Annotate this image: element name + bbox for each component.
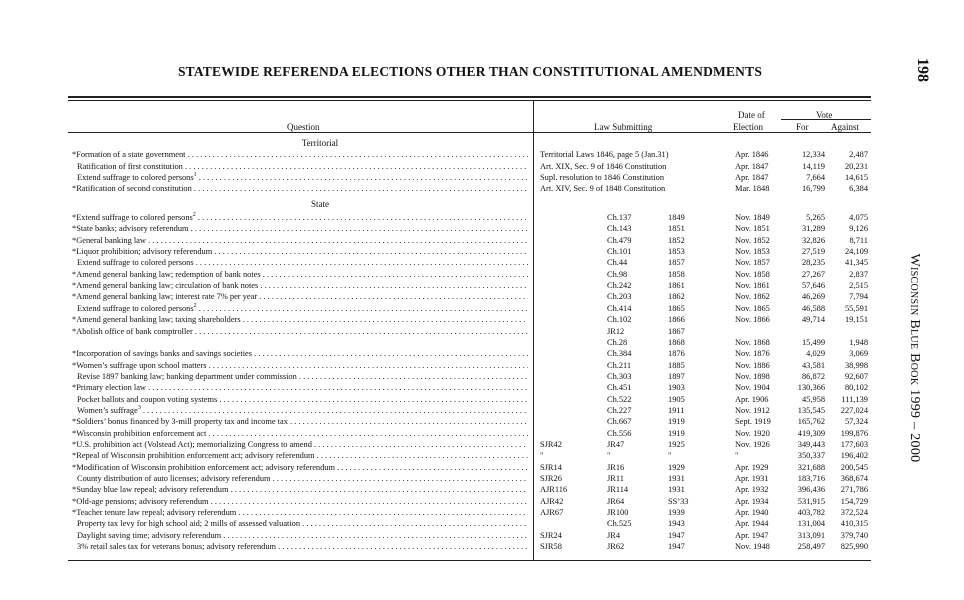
question-text: *Primary election law xyxy=(72,383,146,393)
year-cell: 1905 xyxy=(668,394,685,404)
question-text: *Wisconsin prohibition enforcement act xyxy=(72,428,207,438)
page-title: STATEWIDE REFERENDA ELECTIONS OTHER THAN CONSTITUTIONAL AMENDMENTS xyxy=(177,64,763,79)
question-cell xyxy=(77,541,528,552)
table-row xyxy=(0,360,964,371)
vote-for-cell: 46,269 xyxy=(801,292,825,302)
section-territorial xyxy=(0,138,964,149)
question-text: Extend suffrage to colored persons xyxy=(77,258,194,268)
question-text: *Sunday blue law repeal; advisory referendum xyxy=(72,485,229,495)
question-text: *Teacher tenure law repeal; advisory referendum xyxy=(72,508,237,517)
table-row xyxy=(0,303,964,314)
vote-for-cell: 15,499 xyxy=(801,337,825,347)
vote-against-cell: 41,345 xyxy=(844,258,868,268)
question-text: *Liquor prohibition; advisory referendum xyxy=(72,247,213,257)
question-cell xyxy=(72,462,528,473)
table-row xyxy=(0,161,964,172)
vote-against-cell: 7,794 xyxy=(849,292,868,302)
section-label: Territorial xyxy=(301,138,339,148)
vote-against-cell: 9,126 xyxy=(849,224,868,234)
table-row xyxy=(0,394,964,405)
question-cell xyxy=(77,172,528,183)
law-cell: Art. XIX, Sec. 9 of 1846 Constitution xyxy=(540,161,667,171)
footnote-marker: 2 xyxy=(193,303,197,310)
question-text: *Amend general banking law; redemption of bank notes xyxy=(72,269,261,279)
chapter-cell: Ch.479 xyxy=(607,235,632,245)
year-cell: 1925 xyxy=(668,439,685,449)
vote-against-cell: 20,231 xyxy=(844,161,868,171)
question-cell xyxy=(77,405,528,416)
chapter-cell: Ch.556 xyxy=(607,428,632,438)
table-row xyxy=(0,235,964,246)
bill-cell: SJR26 xyxy=(540,473,562,483)
chapter-cell: Ch.667 xyxy=(607,417,632,427)
vote-for-cell: 28,235 xyxy=(801,258,825,268)
question-text: *Women’s suffrage upon school matters xyxy=(72,360,207,370)
date-cell: Nov. 1851 xyxy=(735,224,770,234)
referenda-table xyxy=(0,138,964,558)
footnote-marker: 1 xyxy=(193,172,197,179)
question-text: *Extend suffrage to colored persons xyxy=(72,213,193,223)
vote-for-cell: 31,289 xyxy=(801,224,825,234)
table-row xyxy=(0,507,964,518)
vote-for-cell: 135,545 xyxy=(797,405,825,415)
vote-against-cell: 19,151 xyxy=(844,315,868,325)
chapter-cell: JR62 xyxy=(607,542,625,552)
question-cell xyxy=(77,394,528,405)
table-row xyxy=(0,518,964,529)
question-text: Women’s suffrage xyxy=(77,405,138,415)
vote-against-cell: 154,729 xyxy=(840,496,868,506)
year-cell: 1862 xyxy=(668,292,685,302)
table-row xyxy=(0,450,964,461)
year-cell: 1853 xyxy=(668,247,685,257)
year-cell: 1897 xyxy=(668,371,685,381)
chapter-cell: Ch.211 xyxy=(607,360,632,370)
bill-cell: AJR67 xyxy=(540,508,564,517)
year-cell: 1947 xyxy=(668,542,685,552)
date-cell: Nov. 1865 xyxy=(735,303,770,313)
chapter-cell: Ch.451 xyxy=(607,383,632,393)
question-text: *Modification of Wisconsin prohibition enforcement act; advisory referendum xyxy=(72,462,336,472)
footnote-marker: 3 xyxy=(137,405,141,412)
state-rows xyxy=(0,212,964,552)
date-cell: Apr. 1940 xyxy=(735,508,769,517)
table-row xyxy=(0,348,964,359)
table-row xyxy=(0,382,964,393)
year-cell: " xyxy=(668,451,672,461)
table-row xyxy=(0,416,964,427)
year-cell: 1931 xyxy=(668,485,685,495)
table-row xyxy=(0,462,964,473)
vote-for-cell: 27,267 xyxy=(801,269,825,279)
law-cell: Art. XIV, Sec. 9 of 1848 Constitution xyxy=(540,184,666,194)
question-text: *Old-age pensions; advisory referendum xyxy=(72,496,209,506)
year-cell: 1939 xyxy=(668,508,685,517)
vote-for-cell: 130,366 xyxy=(797,383,825,393)
vote-against-cell: 55,591 xyxy=(844,303,868,313)
question-text: *Amend general banking law; circulation of bank notes xyxy=(72,281,259,291)
vote-against-cell: 6,384 xyxy=(849,184,868,194)
vote-against-cell: 80,102 xyxy=(844,383,868,393)
question-cell xyxy=(77,257,528,268)
chapter-cell: Ch.44 xyxy=(607,258,628,268)
date-cell: Nov. 1876 xyxy=(735,349,770,359)
table-row xyxy=(0,405,964,416)
header-rule-top xyxy=(68,96,871,98)
vote-for-cell: 313,091 xyxy=(797,530,825,540)
question-text: *State banks; advisory referendum xyxy=(72,224,189,234)
question-cell xyxy=(72,428,528,439)
vote-for-cell: 531,915 xyxy=(797,496,825,506)
vote-against-cell: 8,711 xyxy=(849,235,868,245)
vote-for-cell: 396,436 xyxy=(797,485,825,495)
vote-for-cell: 32,826 xyxy=(801,235,825,245)
table-row xyxy=(0,428,964,439)
vote-against-cell: 368,674 xyxy=(840,473,868,483)
table-row xyxy=(0,541,964,552)
date-cell: Apr. 1931 xyxy=(735,473,769,483)
question-text: *Amend general banking law; taxing shareholders xyxy=(72,315,241,325)
header-vote: Vote xyxy=(816,110,833,120)
question-text: Ratification of first constitution xyxy=(77,161,183,171)
vote-for-cell: 5,265 xyxy=(806,213,825,223)
question-cell xyxy=(72,416,528,427)
law-cell: Supl. resolution to 1846 Constitution xyxy=(540,173,665,183)
vote-against-cell: 57,324 xyxy=(844,417,868,427)
chapter-cell: JR114 xyxy=(607,485,629,495)
table-row xyxy=(0,496,964,507)
vote-against-cell: 410,315 xyxy=(840,519,868,529)
year-cell: 1919 xyxy=(668,428,685,438)
bill-cell: AJR42 xyxy=(540,496,564,506)
vote-against-cell: 1,948 xyxy=(849,337,868,347)
table-row xyxy=(0,212,964,223)
chapter-cell: JR12 xyxy=(607,326,625,336)
year-cell: 1849 xyxy=(668,213,685,223)
table-row xyxy=(0,172,964,183)
section-label: State xyxy=(311,198,329,209)
table-row xyxy=(0,291,964,302)
question-text: County distribution of auto licenses; advisory referendum xyxy=(77,473,271,483)
date-cell: Nov. 1852 xyxy=(735,235,770,245)
year-cell: 1885 xyxy=(668,360,685,370)
bill-cell: SJR58 xyxy=(540,542,562,552)
vote-against-cell: 2,837 xyxy=(849,269,868,279)
question-text: *Repeal of Wisconsin prohibition enforcement act; advisory referendum xyxy=(72,451,315,461)
law-cell: Territorial Laws 1846, page 5 (Jan.31) xyxy=(540,150,669,160)
question-text: *Abolish office of bank comptroller xyxy=(72,326,193,336)
bill-cell: SJR42 xyxy=(540,439,562,449)
year-cell: 1866 xyxy=(668,315,685,325)
table-row xyxy=(0,149,964,160)
question-cell xyxy=(72,326,528,337)
vote-for-cell: 183,716 xyxy=(797,473,825,483)
bill-cell: " xyxy=(540,451,544,461)
year-cell: 1858 xyxy=(668,269,685,279)
vote-against-cell: 14,615 xyxy=(844,173,868,183)
question-cell xyxy=(77,371,528,382)
vote-against-cell: 196,402 xyxy=(840,451,868,461)
question-cell xyxy=(72,484,528,495)
chapter-cell: Ch.242 xyxy=(607,281,632,291)
vote-against-cell: 24,109 xyxy=(844,247,868,257)
year-cell: 1867 xyxy=(668,326,685,336)
vote-for-cell: 86,872 xyxy=(801,371,825,381)
year-cell: 1851 xyxy=(668,224,685,234)
bill-cell: SJR14 xyxy=(540,462,562,472)
date-cell: Nov. 1886 xyxy=(735,360,770,370)
date-cell: Nov. 1868 xyxy=(735,337,770,347)
year-cell: 1865 xyxy=(668,303,685,313)
question-cell xyxy=(77,161,528,172)
date-cell: Apr. 1847 xyxy=(735,173,769,183)
vote-against-cell: 38,998 xyxy=(844,360,868,370)
chapter-cell: JR16 xyxy=(607,462,625,472)
vote-against-cell: 4,075 xyxy=(849,213,868,223)
date-cell: Nov. 1853 xyxy=(735,247,770,257)
chapter-cell: Ch.28 xyxy=(607,337,628,347)
vote-against-cell: 227,024 xyxy=(840,405,868,415)
header-rule-top-thin xyxy=(68,100,871,101)
bill-cell: SJR24 xyxy=(540,530,562,540)
table-row xyxy=(0,337,964,348)
vote-against-cell: 372,524 xyxy=(840,508,868,517)
date-cell: Apr. 1846 xyxy=(735,150,769,160)
chapter-cell: JR11 xyxy=(607,473,624,483)
header-date-line1: Date of xyxy=(738,110,765,120)
date-cell: Apr. 1932 xyxy=(735,485,769,495)
date-cell: Mar. 1848 xyxy=(735,184,770,194)
question-text: *Ratification of second constitution xyxy=(72,184,192,194)
chapter-cell: Ch.522 xyxy=(607,394,632,404)
question-text: 3% retail sales tax for veterans bonus; advisory referendum xyxy=(77,542,277,552)
header-against: Against xyxy=(831,122,859,132)
question-cell xyxy=(72,223,528,234)
table-row xyxy=(0,223,964,234)
table-row xyxy=(0,484,964,495)
year-cell: 1876 xyxy=(668,349,685,359)
question-cell xyxy=(72,314,528,325)
table-row xyxy=(0,530,964,541)
date-cell: Apr. 1847 xyxy=(735,161,769,171)
date-cell: Apr. 1934 xyxy=(735,496,769,506)
table-row xyxy=(0,269,964,280)
table-row xyxy=(0,314,964,325)
question-cell xyxy=(72,450,528,461)
question-cell xyxy=(72,280,528,291)
chapter-cell: Ch.98 xyxy=(607,269,628,279)
year-cell: 1857 xyxy=(668,258,685,268)
year-cell: 1903 xyxy=(668,383,685,393)
chapter-cell: " xyxy=(607,451,611,461)
chapter-cell: Ch.102 xyxy=(607,315,632,325)
question-cell xyxy=(77,473,528,484)
question-text: Pocket ballots and coupon voting systems xyxy=(77,394,218,404)
year-cell: 1861 xyxy=(668,281,685,291)
year-cell: 1919 xyxy=(668,417,685,427)
question-cell xyxy=(72,212,528,223)
question-text: *Incorporation of savings banks and savings societies xyxy=(72,349,253,359)
vote-for-cell: 45,958 xyxy=(801,394,825,404)
vote-against-cell: 111,139 xyxy=(841,394,868,404)
year-cell: 1929 xyxy=(668,462,685,472)
vote-for-cell: 350,337 xyxy=(797,451,825,461)
vote-for-cell: 165,762 xyxy=(797,417,825,427)
vote-for-cell: 14,119 xyxy=(802,161,825,171)
question-text: Revise 1897 banking law; banking department under commission xyxy=(77,371,297,381)
vote-against-cell: 2,487 xyxy=(849,150,868,160)
question-cell xyxy=(72,360,528,371)
vote-for-cell: 349,443 xyxy=(797,439,825,449)
table-bottom-rule xyxy=(68,560,871,561)
year-cell: 1947 xyxy=(668,530,685,540)
vote-against-cell: 825,990 xyxy=(840,542,868,552)
vote-for-cell: 403,782 xyxy=(797,508,825,517)
vote-for-cell: 321,688 xyxy=(797,462,825,472)
table-row xyxy=(0,280,964,291)
year-cell: 1943 xyxy=(668,519,685,529)
chapter-cell: JR100 xyxy=(607,508,629,517)
vote-for-cell: 258,497 xyxy=(797,542,825,552)
vote-against-cell: 2,515 xyxy=(849,281,868,291)
chapter-cell: Ch.303 xyxy=(607,371,632,381)
date-cell: Apr. 1929 xyxy=(735,462,769,472)
vote-against-cell: 200,545 xyxy=(840,462,868,472)
date-cell: Nov. 1857 xyxy=(735,258,770,268)
chapter-cell: Ch.414 xyxy=(607,303,632,313)
date-cell: Nov. 1866 xyxy=(735,315,770,325)
vote-for-cell: 49,714 xyxy=(801,315,825,325)
running-head-text: Wisconsin Blue Book 1999 – 2000 xyxy=(907,253,922,463)
vote-for-cell: 16,799 xyxy=(801,184,825,194)
vote-for-cell: 4,029 xyxy=(806,349,825,359)
table-row xyxy=(0,246,964,257)
vote-for-cell: 419,309 xyxy=(797,428,825,438)
vote-for-cell: 131,004 xyxy=(797,519,825,529)
year-cell: 1911 xyxy=(668,405,685,415)
table-row xyxy=(0,439,964,450)
vote-for-cell: 43,581 xyxy=(801,360,825,370)
vote-against-cell: 379,740 xyxy=(840,530,868,540)
date-cell: Nov. 1920 xyxy=(735,428,770,438)
chapter-cell: JR64 xyxy=(607,496,625,506)
question-cell xyxy=(72,183,528,194)
vote-against-cell: 199,876 xyxy=(840,428,868,438)
table-row xyxy=(0,371,964,382)
question-cell xyxy=(72,235,528,246)
vote-for-cell: 46,588 xyxy=(801,303,825,313)
date-cell: Nov. 1898 xyxy=(735,371,770,381)
territorial-rows xyxy=(0,149,964,194)
bill-cell: AJR116 xyxy=(540,485,568,495)
vote-against-cell: 271,786 xyxy=(840,485,868,495)
year-cell: 1868 xyxy=(668,337,685,347)
table-row xyxy=(0,257,964,268)
year-cell: SS’33 xyxy=(668,496,689,506)
date-cell: Apr. 1906 xyxy=(735,394,769,404)
date-cell: Apr. 1944 xyxy=(735,519,769,529)
vote-for-cell: 7,664 xyxy=(806,173,825,183)
year-cell: 1931 xyxy=(668,473,685,483)
question-cell xyxy=(77,303,528,314)
section-state xyxy=(0,199,964,210)
header-for: For xyxy=(796,122,809,132)
question-cell xyxy=(72,439,528,450)
question-text: *Formation of a state government xyxy=(72,150,186,160)
table-row xyxy=(0,473,964,484)
date-cell: Nov. 1862 xyxy=(735,292,770,302)
date-cell: " xyxy=(735,451,739,461)
page-number: 198 xyxy=(914,58,931,82)
chapter-cell: JR47 xyxy=(607,439,625,449)
date-cell: Nov. 1904 xyxy=(735,383,770,393)
question-cell xyxy=(72,291,528,302)
question-text: *U.S. prohibition act (Volstead Act); memorializing Congress to amend xyxy=(72,439,312,449)
chapter-cell: Ch.227 xyxy=(607,405,632,415)
question-cell xyxy=(77,518,528,529)
question-cell xyxy=(72,507,528,518)
chapter-cell: Ch.137 xyxy=(607,213,632,223)
year-cell: 1852 xyxy=(668,235,685,245)
question-cell xyxy=(72,348,528,359)
table-row xyxy=(0,183,964,194)
date-cell: Apr. 1947 xyxy=(735,530,769,540)
vote-against-cell: 92,607 xyxy=(844,371,868,381)
header-law: Law Submitting xyxy=(594,122,653,132)
question-text: *Soldiers’ bonus financed by 3-mill property tax and income tax xyxy=(72,417,288,427)
vote-for-cell: 57,646 xyxy=(801,281,825,291)
chapter-cell: Ch.101 xyxy=(607,247,632,257)
vote-against-cell: 3,069 xyxy=(849,349,868,359)
date-cell: Nov. 1858 xyxy=(735,269,770,279)
question-text: Extend suffrage to colored persons xyxy=(77,303,194,313)
date-cell: Nov. 1912 xyxy=(735,405,770,415)
vote-for-cell: 27,519 xyxy=(801,247,825,257)
question-text: Daylight saving time; advisory referendum xyxy=(77,530,222,540)
question-cell xyxy=(72,269,528,280)
question-cell xyxy=(72,149,528,160)
date-cell: Nov. 1948 xyxy=(735,542,770,552)
date-cell: Sept. 1919 xyxy=(735,417,771,427)
chapter-cell: Ch.203 xyxy=(607,292,632,302)
date-cell: Nov. 1849 xyxy=(735,213,770,223)
question-cell xyxy=(77,530,528,541)
question-cell xyxy=(72,246,528,257)
question-cell xyxy=(72,382,528,393)
footnote-marker: 2 xyxy=(192,212,196,219)
question-cell xyxy=(72,496,528,507)
date-cell: Nov. 1926 xyxy=(735,439,770,449)
chapter-cell: Ch.525 xyxy=(607,519,632,529)
question-text: Property tax levy for high school aid; 2 mills of assessed valuation xyxy=(77,519,301,529)
question-text: *General banking law xyxy=(72,235,146,245)
date-cell: Nov. 1861 xyxy=(735,281,770,291)
vote-for-cell: 12,334 xyxy=(801,150,825,160)
question-text: Extend suffrage to colored persons xyxy=(77,173,194,183)
header-date-line2: Election xyxy=(733,122,763,132)
vote-against-cell: 177,603 xyxy=(840,439,868,449)
chapter-cell: Ch.143 xyxy=(607,224,632,234)
header-question: Question xyxy=(287,122,320,132)
table-row xyxy=(0,326,964,337)
chapter-cell: Ch.384 xyxy=(607,349,632,359)
chapter-cell: JR4 xyxy=(607,530,621,540)
question-text: *Amend general banking law; interest rate 7% per year xyxy=(72,292,258,302)
